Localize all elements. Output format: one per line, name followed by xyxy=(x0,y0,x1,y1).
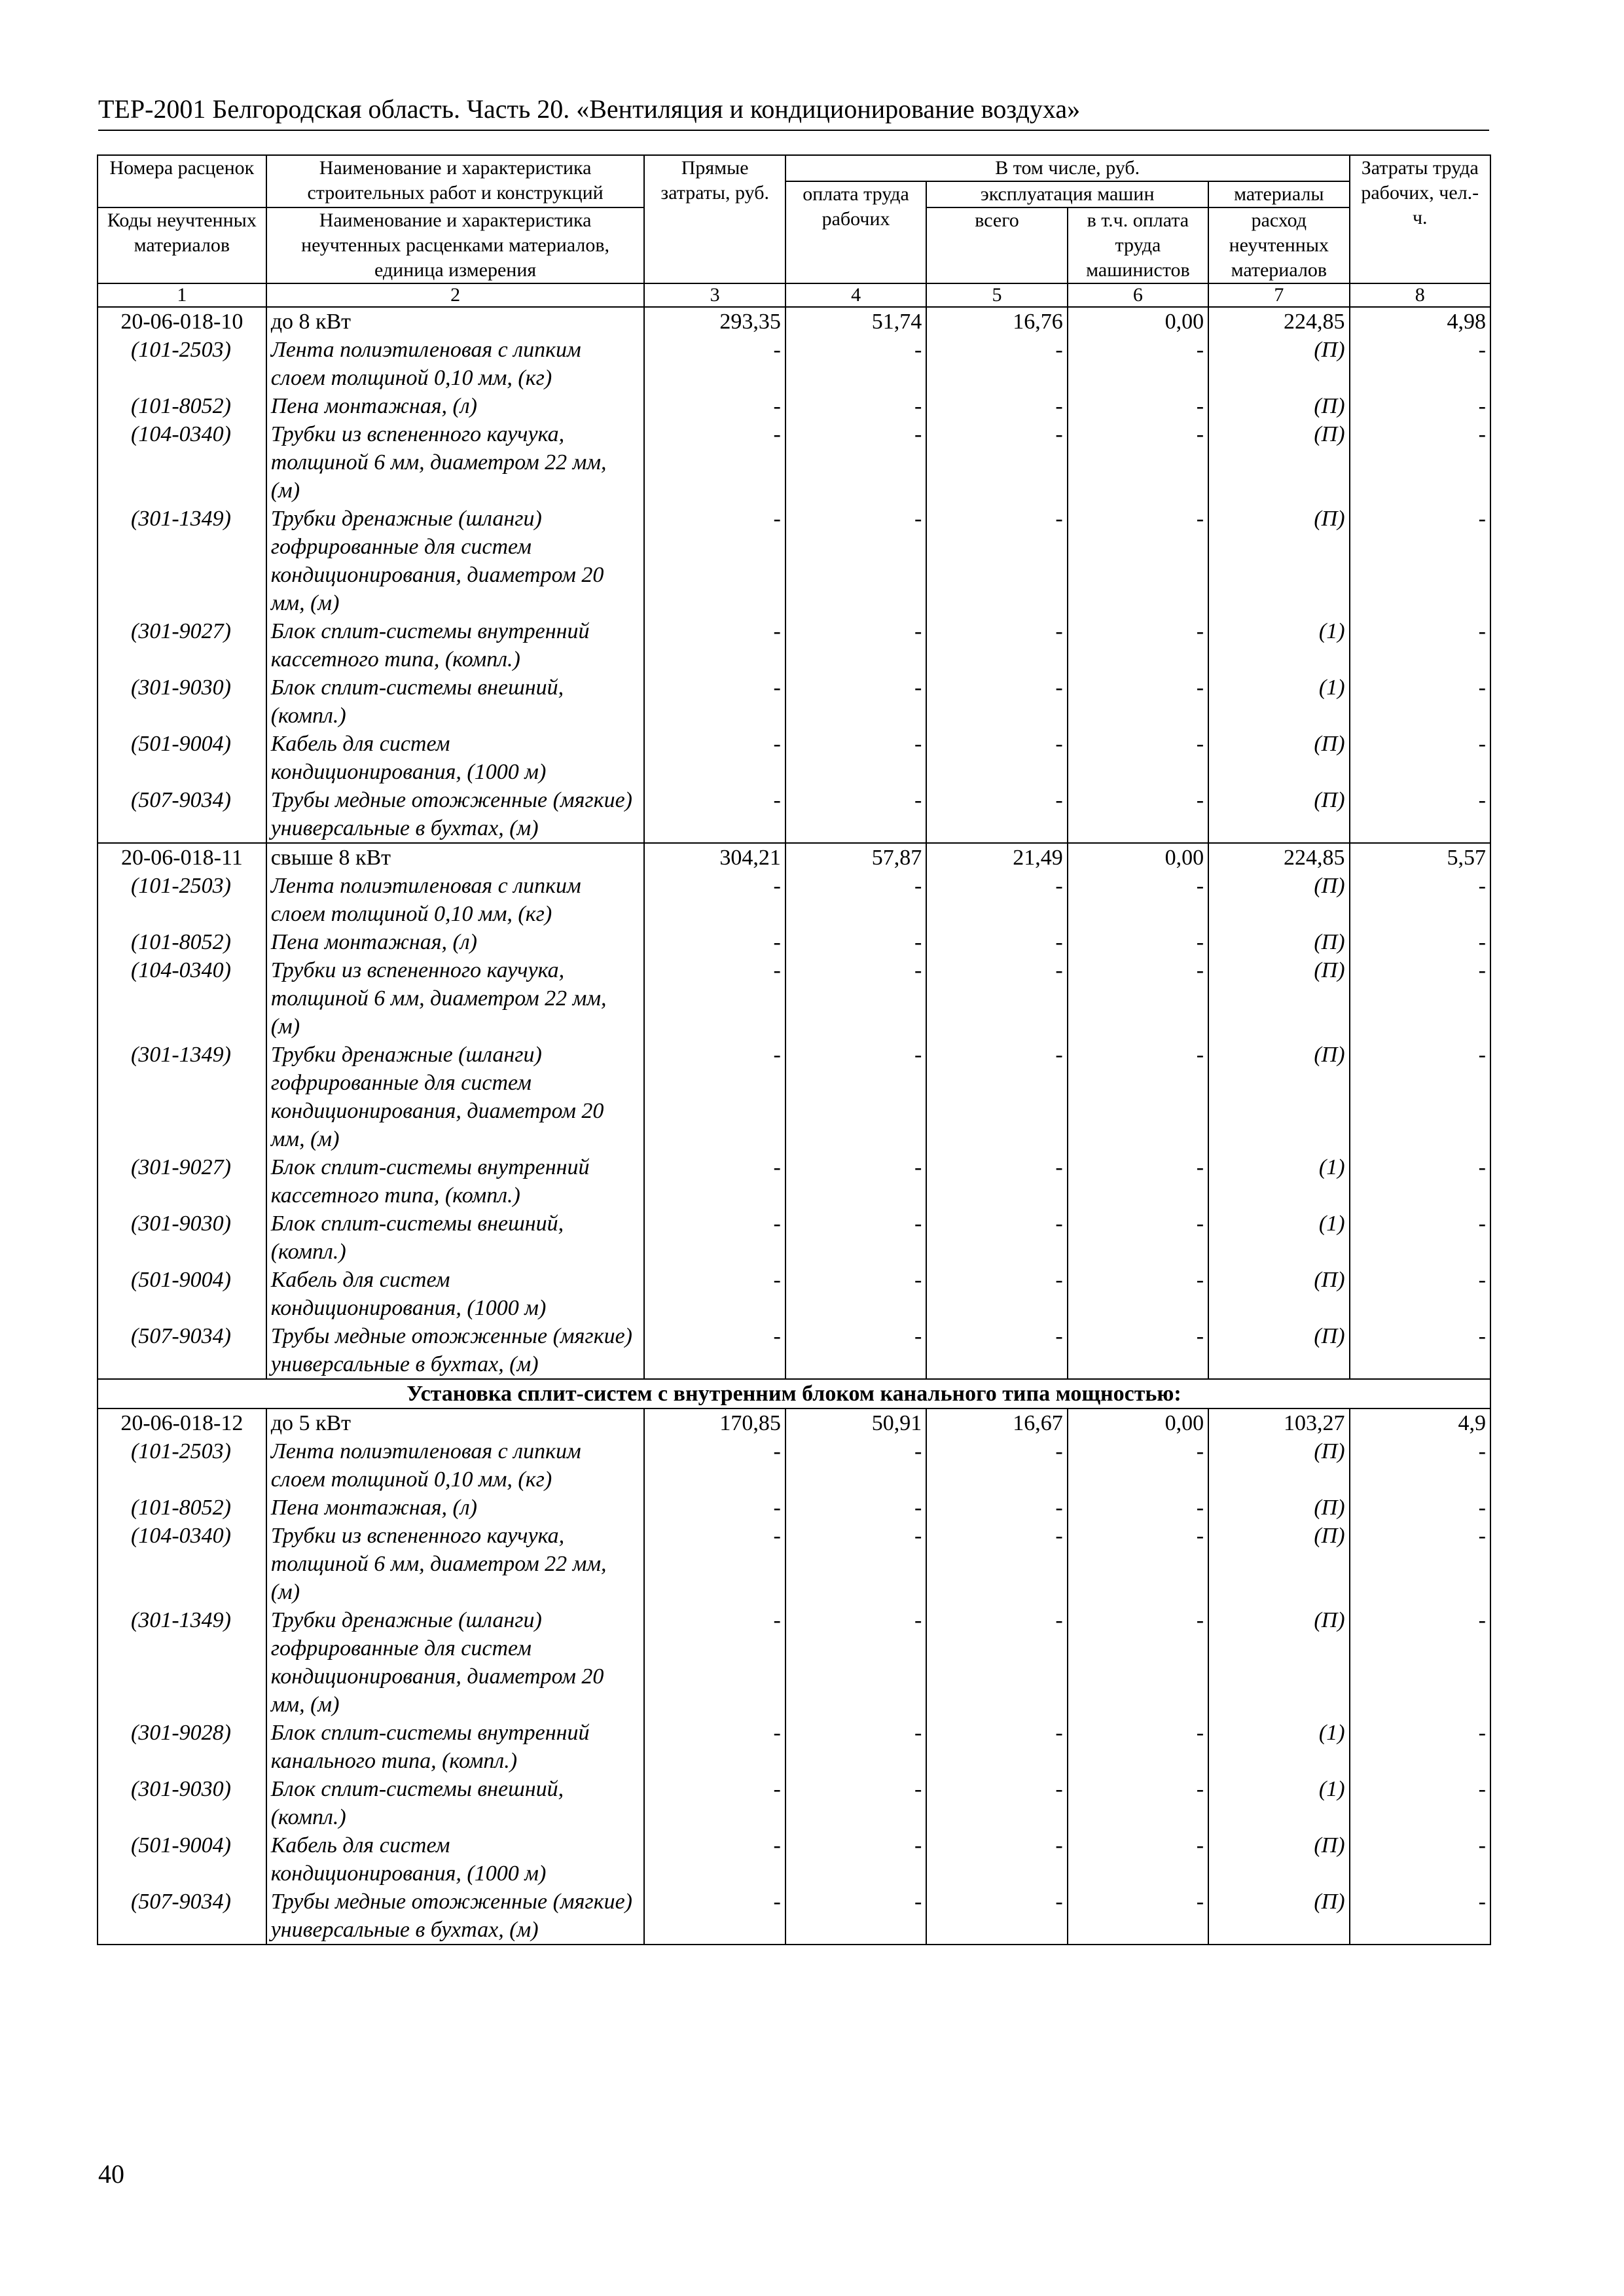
material-machines-total: - xyxy=(926,673,1067,730)
rate-direct-cost: 304,21 xyxy=(644,843,785,872)
material-machines-total: - xyxy=(926,1888,1067,1945)
material-name: Пена монтажная, (л) xyxy=(266,392,645,420)
rate-labor-cost: 57,87 xyxy=(785,843,926,872)
material-code: (101-8052) xyxy=(98,1494,266,1522)
material-labor-hours: - xyxy=(1350,1831,1490,1888)
column-number: 2 xyxy=(266,283,645,307)
column-number: 8 xyxy=(1350,283,1490,307)
material-machines-total: - xyxy=(926,505,1067,617)
rate-direct-cost: 293,35 xyxy=(644,307,785,336)
material-name: Лента полиэтиленовая с липким слоем толщиной 0,10 мм, (кг) xyxy=(266,1437,645,1494)
header-col5: всего xyxy=(926,207,1067,283)
material-code: (301-9030) xyxy=(98,1210,266,1266)
material-row xyxy=(98,673,1490,730)
material-row xyxy=(98,420,1490,505)
material-machines-total: - xyxy=(926,1266,1067,1322)
material-materials: (П) xyxy=(1208,1041,1349,1153)
material-row xyxy=(98,956,1490,1041)
material-labor-cost: - xyxy=(785,336,926,392)
column-number: 6 xyxy=(1068,283,1208,307)
material-machinists-pay: - xyxy=(1068,1437,1208,1494)
page-header: ТЕР-2001 Белгородская область. Часть 20. «Вентиляция и кондиционирование воздуха» xyxy=(98,94,1081,124)
material-labor-hours: - xyxy=(1350,1210,1490,1266)
material-machinists-pay: - xyxy=(1068,730,1208,786)
material-labor-hours: - xyxy=(1350,1888,1490,1945)
header-col1-bottom: Коды неучтенных материалов xyxy=(98,207,266,283)
section-title: Установка сплит-систем с внутренним блоком канального типа мощностью: xyxy=(98,1379,1490,1408)
rate-labor-cost: 50,91 xyxy=(785,1408,926,1437)
material-machinists-pay: - xyxy=(1068,1266,1208,1322)
material-code: (101-2503) xyxy=(98,872,266,928)
material-materials: (П) xyxy=(1208,872,1349,928)
column-number: 7 xyxy=(1208,283,1349,307)
header-machines: эксплуатация машин xyxy=(926,181,1208,207)
material-direct-cost: - xyxy=(644,336,785,392)
material-materials: (1) xyxy=(1208,1775,1349,1831)
material-code: (507-9034) xyxy=(98,1322,266,1379)
material-materials: (П) xyxy=(1208,336,1349,392)
material-row xyxy=(98,872,1490,928)
header-col2-bottom: Наименование и характеристика неучтенных расценками материалов, единица измерения xyxy=(266,207,645,283)
material-labor-hours: - xyxy=(1350,956,1490,1041)
material-machines-total: - xyxy=(926,956,1067,1041)
material-direct-cost: - xyxy=(644,1831,785,1888)
section-row xyxy=(98,1379,1490,1408)
material-direct-cost: - xyxy=(644,1266,785,1322)
material-labor-cost: - xyxy=(785,392,926,420)
material-labor-cost: - xyxy=(785,1522,926,1606)
material-labor-cost: - xyxy=(785,1888,926,1945)
material-direct-cost: - xyxy=(644,505,785,617)
table-body xyxy=(98,307,1490,1945)
material-labor-hours: - xyxy=(1350,1494,1490,1522)
material-name: Пена монтажная, (л) xyxy=(266,1494,645,1522)
material-row xyxy=(98,336,1490,392)
material-machines-total: - xyxy=(926,420,1067,505)
rate-name: до 8 кВт xyxy=(266,307,645,336)
material-labor-cost: - xyxy=(785,1210,926,1266)
material-materials: (П) xyxy=(1208,956,1349,1041)
material-materials: (П) xyxy=(1208,786,1349,843)
material-name: Трубки дренажные (шланги) гофрированные для систем кондиционирования, диаметром 20 мм, (м) xyxy=(266,505,645,617)
material-row xyxy=(98,617,1490,673)
material-labor-hours: - xyxy=(1350,1719,1490,1775)
material-labor-cost: - xyxy=(785,1322,926,1379)
material-labor-hours: - xyxy=(1350,1775,1490,1831)
material-machines-total: - xyxy=(926,336,1067,392)
material-labor-cost: - xyxy=(785,928,926,956)
material-machines-total: - xyxy=(926,392,1067,420)
material-code: (104-0340) xyxy=(98,956,266,1041)
material-direct-cost: - xyxy=(644,1210,785,1266)
material-labor-hours: - xyxy=(1350,1522,1490,1606)
material-labor-cost: - xyxy=(785,505,926,617)
material-code: (507-9034) xyxy=(98,1888,266,1945)
material-materials: (П) xyxy=(1208,1831,1349,1888)
material-labor-hours: - xyxy=(1350,1266,1490,1322)
material-name: Блок сплит-системы внутренний кассетного типа, (компл.) xyxy=(266,1153,645,1210)
material-direct-cost: - xyxy=(644,928,785,956)
material-name: Трубки из вспененного каучука, толщиной 6 мм, диаметром 22 мм, (м) xyxy=(266,956,645,1041)
material-row xyxy=(98,1210,1490,1266)
material-labor-cost: - xyxy=(785,1266,926,1322)
material-name: Лента полиэтиленовая с липким слоем толщиной 0,10 мм, (кг) xyxy=(266,872,645,928)
header-col6: в т.ч. оплата труда машинистов xyxy=(1068,207,1208,283)
material-materials: (1) xyxy=(1208,617,1349,673)
header-materials: материалы xyxy=(1208,181,1349,207)
material-labor-cost: - xyxy=(785,730,926,786)
material-machines-total: - xyxy=(926,786,1067,843)
material-machinists-pay: - xyxy=(1068,872,1208,928)
material-row xyxy=(98,730,1490,786)
material-materials: (П) xyxy=(1208,1522,1349,1606)
material-name: Кабель для систем кондиционирования, (1000 м) xyxy=(266,730,645,786)
material-labor-cost: - xyxy=(785,1719,926,1775)
material-name: Трубки из вспененного каучука, толщиной 6 мм, диаметром 22 мм, (м) xyxy=(266,420,645,505)
material-machinists-pay: - xyxy=(1068,1831,1208,1888)
material-name: Лента полиэтиленовая с липким слоем толщиной 0,10 мм, (кг) xyxy=(266,336,645,392)
material-labor-hours: - xyxy=(1350,872,1490,928)
material-materials: (П) xyxy=(1208,1266,1349,1322)
rate-row xyxy=(98,1408,1490,1437)
material-direct-cost: - xyxy=(644,1041,785,1153)
material-labor-cost: - xyxy=(785,1494,926,1522)
material-materials: (1) xyxy=(1208,673,1349,730)
material-direct-cost: - xyxy=(644,392,785,420)
material-labor-cost: - xyxy=(785,1831,926,1888)
material-name: Пена монтажная, (л) xyxy=(266,928,645,956)
material-machinists-pay: - xyxy=(1068,1606,1208,1719)
rate-machinists-pay: 0,00 xyxy=(1068,307,1208,336)
material-materials: (П) xyxy=(1208,1322,1349,1379)
material-labor-hours: - xyxy=(1350,420,1490,505)
material-materials: (П) xyxy=(1208,928,1349,956)
rate-machines-total: 21,49 xyxy=(926,843,1067,872)
column-number: 3 xyxy=(644,283,785,307)
material-labor-cost: - xyxy=(785,1153,926,1210)
material-code: (301-9030) xyxy=(98,1775,266,1831)
material-labor-cost: - xyxy=(785,956,926,1041)
table-header xyxy=(98,155,1490,307)
material-machinists-pay: - xyxy=(1068,1888,1208,1945)
material-materials: (П) xyxy=(1208,505,1349,617)
material-name: Блок сплит-системы внутренний кассетного типа, (компл.) xyxy=(266,617,645,673)
material-code: (501-9004) xyxy=(98,730,266,786)
header-group: В том числе, руб. xyxy=(785,155,1350,181)
material-labor-hours: - xyxy=(1350,1437,1490,1494)
material-machinists-pay: - xyxy=(1068,786,1208,843)
rate-name: до 5 кВт xyxy=(266,1408,645,1437)
material-direct-cost: - xyxy=(644,1606,785,1719)
material-direct-cost: - xyxy=(644,1322,785,1379)
material-direct-cost: - xyxy=(644,420,785,505)
material-code: (301-9030) xyxy=(98,673,266,730)
rate-name: свыше 8 кВт xyxy=(266,843,645,872)
material-machinists-pay: - xyxy=(1068,673,1208,730)
material-direct-cost: - xyxy=(644,1775,785,1831)
material-direct-cost: - xyxy=(644,1437,785,1494)
material-labor-cost: - xyxy=(785,1437,926,1494)
material-machinists-pay: - xyxy=(1068,1210,1208,1266)
material-direct-cost: - xyxy=(644,1494,785,1522)
rates-table xyxy=(97,154,1491,1945)
material-row xyxy=(98,786,1490,843)
material-row xyxy=(98,1719,1490,1775)
material-direct-cost: - xyxy=(644,730,785,786)
material-direct-cost: - xyxy=(644,617,785,673)
material-labor-hours: - xyxy=(1350,336,1490,392)
column-number: 4 xyxy=(785,283,926,307)
material-machines-total: - xyxy=(926,1719,1067,1775)
material-code: (101-8052) xyxy=(98,928,266,956)
material-labor-hours: - xyxy=(1350,1041,1490,1153)
material-code: (301-1349) xyxy=(98,1041,266,1153)
header-col4: оплата труда рабочих xyxy=(785,181,926,283)
rate-materials: 224,85 xyxy=(1208,307,1349,336)
material-row xyxy=(98,505,1490,617)
material-machines-total: - xyxy=(926,928,1067,956)
rate-machinists-pay: 0,00 xyxy=(1068,843,1208,872)
material-machinists-pay: - xyxy=(1068,505,1208,617)
material-row xyxy=(98,392,1490,420)
material-materials: (П) xyxy=(1208,1888,1349,1945)
rate-labor-cost: 51,74 xyxy=(785,307,926,336)
rate-machines-total: 16,76 xyxy=(926,307,1067,336)
material-materials: (П) xyxy=(1208,730,1349,786)
material-machines-total: - xyxy=(926,1210,1067,1266)
material-materials: (1) xyxy=(1208,1719,1349,1775)
material-machines-total: - xyxy=(926,1775,1067,1831)
rate-machines-total: 16,67 xyxy=(926,1408,1067,1437)
material-labor-cost: - xyxy=(785,1606,926,1719)
material-code: (101-2503) xyxy=(98,1437,266,1494)
rate-materials: 103,27 xyxy=(1208,1408,1349,1437)
material-machines-total: - xyxy=(926,730,1067,786)
material-machines-total: - xyxy=(926,1437,1067,1494)
material-name: Трубы медные отожженные (мягкие) универсальные в бухтах, (м) xyxy=(266,1322,645,1379)
material-machines-total: - xyxy=(926,1831,1067,1888)
material-labor-hours: - xyxy=(1350,1606,1490,1719)
material-code: (301-9028) xyxy=(98,1719,266,1775)
material-row xyxy=(98,1153,1490,1210)
rate-machinists-pay: 0,00 xyxy=(1068,1408,1208,1437)
material-name: Блок сплит-системы внешний, (компл.) xyxy=(266,673,645,730)
material-machinists-pay: - xyxy=(1068,1041,1208,1153)
header-col1-top: Номера расценок xyxy=(98,155,266,207)
material-machines-total: - xyxy=(926,1606,1067,1719)
material-name: Блок сплит-системы внутренний канального типа, (компл.) xyxy=(266,1719,645,1775)
material-direct-cost: - xyxy=(644,956,785,1041)
material-machines-total: - xyxy=(926,1041,1067,1153)
material-name: Кабель для систем кондиционирования, (1000 м) xyxy=(266,1831,645,1888)
material-code: (104-0340) xyxy=(98,1522,266,1606)
material-row xyxy=(98,1606,1490,1719)
material-labor-hours: - xyxy=(1350,505,1490,617)
material-machinists-pay: - xyxy=(1068,1153,1208,1210)
material-direct-cost: - xyxy=(644,1522,785,1606)
material-machines-total: - xyxy=(926,617,1067,673)
material-name: Кабель для систем кондиционирования, (1000 м) xyxy=(266,1266,645,1322)
material-labor-cost: - xyxy=(785,617,926,673)
material-code: (301-1349) xyxy=(98,505,266,617)
material-labor-hours: - xyxy=(1350,786,1490,843)
material-labor-hours: - xyxy=(1350,928,1490,956)
material-direct-cost: - xyxy=(644,1153,785,1210)
material-materials: (П) xyxy=(1208,420,1349,505)
header-col8: Затраты труда рабочих, чел.-ч. xyxy=(1350,155,1490,283)
material-materials: (П) xyxy=(1208,1494,1349,1522)
material-code: (104-0340) xyxy=(98,420,266,505)
header-col3: Прямые затраты, руб. xyxy=(644,155,785,283)
material-materials: (1) xyxy=(1208,1210,1349,1266)
material-labor-hours: - xyxy=(1350,1322,1490,1379)
rate-code: 20-06-018-12 xyxy=(98,1408,266,1437)
material-materials: (П) xyxy=(1208,1606,1349,1719)
material-name: Трубы медные отожженные (мягкие) универсальные в бухтах, (м) xyxy=(266,786,645,843)
material-machinists-pay: - xyxy=(1068,336,1208,392)
material-labor-hours: - xyxy=(1350,730,1490,786)
material-machinists-pay: - xyxy=(1068,1719,1208,1775)
material-labor-hours: - xyxy=(1350,617,1490,673)
material-code: (301-9027) xyxy=(98,1153,266,1210)
material-materials: (П) xyxy=(1208,392,1349,420)
column-number: 1 xyxy=(98,283,266,307)
material-machines-total: - xyxy=(926,872,1067,928)
material-code: (101-2503) xyxy=(98,336,266,392)
material-row xyxy=(98,928,1490,956)
material-code: (501-9004) xyxy=(98,1266,266,1322)
material-labor-cost: - xyxy=(785,1041,926,1153)
material-labor-hours: - xyxy=(1350,392,1490,420)
material-direct-cost: - xyxy=(644,673,785,730)
material-machinists-pay: - xyxy=(1068,1522,1208,1606)
material-code: (101-8052) xyxy=(98,392,266,420)
material-row xyxy=(98,1522,1490,1606)
material-machinists-pay: - xyxy=(1068,420,1208,505)
material-machines-total: - xyxy=(926,1153,1067,1210)
material-row xyxy=(98,1775,1490,1831)
rate-row xyxy=(98,843,1490,872)
rate-row xyxy=(98,307,1490,336)
material-direct-cost: - xyxy=(644,786,785,843)
material-direct-cost: - xyxy=(644,1719,785,1775)
rate-direct-cost: 170,85 xyxy=(644,1408,785,1437)
material-machinists-pay: - xyxy=(1068,956,1208,1041)
material-machinists-pay: - xyxy=(1068,1322,1208,1379)
material-machinists-pay: - xyxy=(1068,1494,1208,1522)
material-labor-hours: - xyxy=(1350,673,1490,730)
material-labor-cost: - xyxy=(785,786,926,843)
material-labor-cost: - xyxy=(785,1775,926,1831)
material-labor-hours: - xyxy=(1350,1153,1490,1210)
rate-materials: 224,85 xyxy=(1208,843,1349,872)
material-row xyxy=(98,1494,1490,1522)
material-name: Трубки дренажные (шланги) гофрированные для систем кондиционирования, диаметром 20 мм, (м) xyxy=(266,1606,645,1719)
material-row xyxy=(98,1041,1490,1153)
material-code: (301-1349) xyxy=(98,1606,266,1719)
material-machines-total: - xyxy=(926,1494,1067,1522)
material-row xyxy=(98,1266,1490,1322)
material-row xyxy=(98,1437,1490,1494)
material-machines-total: - xyxy=(926,1322,1067,1379)
material-name: Блок сплит-системы внешний, (компл.) xyxy=(266,1210,645,1266)
rate-labor-hours: 5,57 xyxy=(1350,843,1490,872)
material-machinists-pay: - xyxy=(1068,1775,1208,1831)
material-labor-cost: - xyxy=(785,872,926,928)
material-direct-cost: - xyxy=(644,872,785,928)
header-rule xyxy=(98,130,1489,131)
material-row xyxy=(98,1831,1490,1888)
material-name: Трубки дренажные (шланги) гофрированные для систем кондиционирования, диаметром 20 мм, (м) xyxy=(266,1041,645,1153)
material-labor-cost: - xyxy=(785,673,926,730)
material-machines-total: - xyxy=(926,1522,1067,1606)
rate-labor-hours: 4,98 xyxy=(1350,307,1490,336)
material-row xyxy=(98,1888,1490,1945)
header-col7: расход неучтенных материалов xyxy=(1208,207,1349,283)
rate-labor-hours: 4,9 xyxy=(1350,1408,1490,1437)
material-machinists-pay: - xyxy=(1068,617,1208,673)
page-number: 40 xyxy=(98,2159,124,2189)
material-machinists-pay: - xyxy=(1068,928,1208,956)
column-number: 5 xyxy=(926,283,1067,307)
material-code: (501-9004) xyxy=(98,1831,266,1888)
material-name: Трубки из вспененного каучука, толщиной 6 мм, диаметром 22 мм, (м) xyxy=(266,1522,645,1606)
header-col2-top: Наименование и характеристика строительных работ и конструкций xyxy=(266,155,645,207)
material-labor-cost: - xyxy=(785,420,926,505)
material-materials: (1) xyxy=(1208,1153,1349,1210)
rate-code: 20-06-018-11 xyxy=(98,843,266,872)
material-code: (301-9027) xyxy=(98,617,266,673)
material-code: (507-9034) xyxy=(98,786,266,843)
material-materials: (П) xyxy=(1208,1437,1349,1494)
material-row xyxy=(98,1322,1490,1379)
material-machinists-pay: - xyxy=(1068,392,1208,420)
material-name: Блок сплит-системы внешний, (компл.) xyxy=(266,1775,645,1831)
material-name: Трубы медные отожженные (мягкие) универсальные в бухтах, (м) xyxy=(266,1888,645,1945)
material-direct-cost: - xyxy=(644,1888,785,1945)
rate-code: 20-06-018-10 xyxy=(98,307,266,336)
